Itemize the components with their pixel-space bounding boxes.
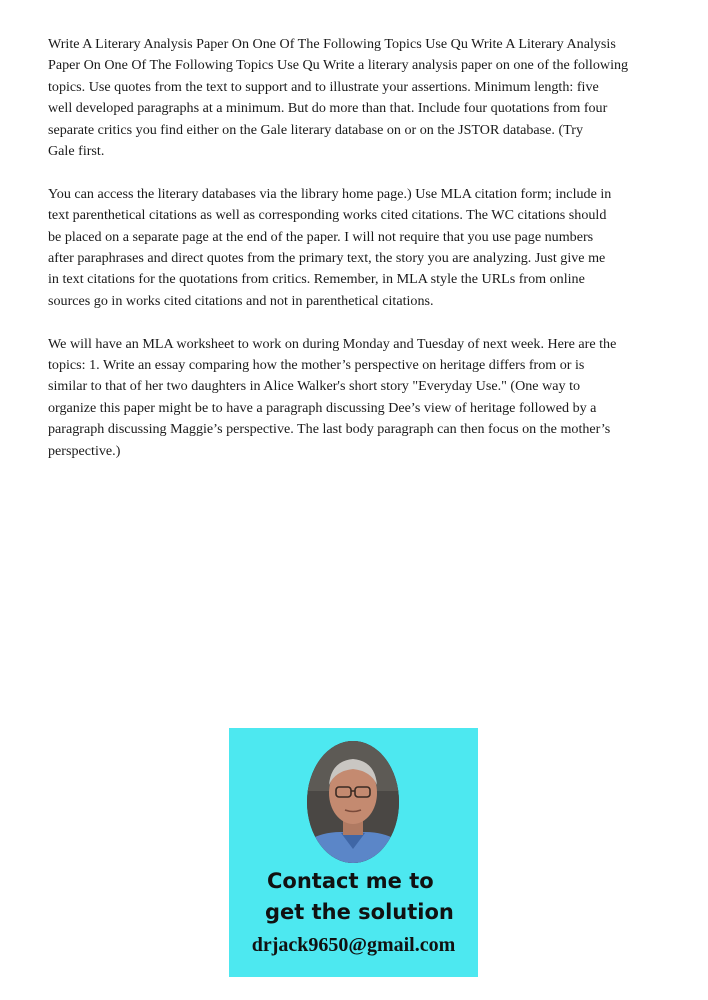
contact-ad-card[interactable] (229, 728, 478, 977)
contact-email[interactable]: drjack9650@gmail.com (251, 934, 456, 956)
paragraph-2: You can access the literary databases via the library home page.) Use MLA citation form; include in text parenthetical citations as well as corresponding works cited citations. The WC citations should be placed on a separate page at the end of the paper. I will not require that you use page numbers after paraphrases and direct quotes from the primary text, the story you are analyzing. Just give me in text citations for the quotations from critics. Remember, in MLA style the URLs from online sources go in works cited citations and not in parenthetical citations. (48, 185, 612, 309)
paragraph-1: Write A Literary Analysis Paper On One Of The Following Topics Use Qu Write A Literary Analysis Paper On One Of The Following Topics Use Qu Write a literary analysis paper on one of the following topics. Use quotes from the text to support and to illustrate your assertions. Minimum length: five well developed paragraphs at a minimum. But do more than that. Include four quotations from four separate critics you find either on the Gale literary database on or on the JSTOR database. (Try Gale first. (48, 36, 629, 160)
portrait-photo (307, 741, 399, 863)
document-body (48, 34, 648, 483)
ad-headline-line-1: Contact me to (267, 869, 434, 893)
ad-headline-line-2: get the solution (265, 900, 454, 924)
paragraph-3: We will have an MLA worksheet to work on during Monday and Tuesday of next week. Here are the topics: 1. Write an essay comparing how the mother’s perspective on heritage differs from or is similar to that of her two daughters in Alice Walker's short story "Everyday Use." (One way to organize this paper might be to have a paragraph discussing Dee’s view of heritage followed by a paragraph discussing Maggie’s perspective. The last body paragraph can then focus on the mother’s perspective.) (48, 335, 617, 459)
